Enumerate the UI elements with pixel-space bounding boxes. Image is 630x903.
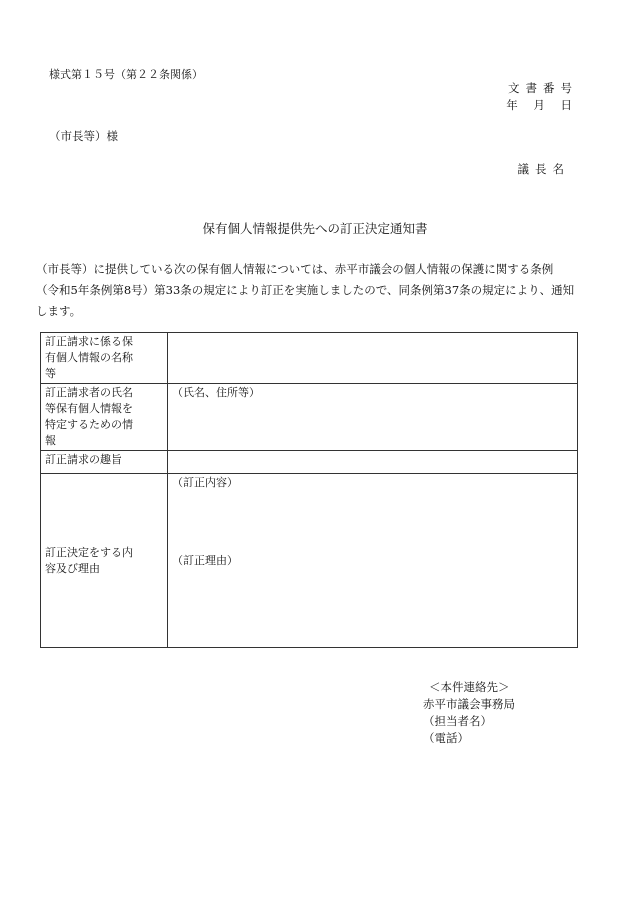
form-number: 様式第１５号（第２２条関係） [49,68,203,81]
decision-cell [168,474,578,648]
info-name-cell [168,333,578,384]
label-line: 等 [45,367,56,380]
info-table [40,332,578,648]
label-line: 訂正請求の趣旨 [45,453,122,466]
label-line: 訂正請求に係る保 [45,335,133,348]
label-line: 有個人情報の名称 [45,351,133,364]
requester-info-cell: （氏名、住所等） [168,384,578,451]
table-row [41,474,578,648]
body-line: します。 [36,304,82,318]
table-row [41,384,578,451]
request-purpose-cell [168,451,578,474]
table-row [41,333,578,384]
row-label [41,333,168,384]
contact-block [423,679,515,747]
label-line: 訂正請求者の氏名 [45,386,133,399]
correction-reason-label: （訂正理由） [172,554,238,567]
contact-phone: （電話） [423,731,469,745]
chairperson-name: 議長名 [517,162,570,176]
document-meta [506,80,578,114]
row-label [41,474,168,648]
correction-content-label: （訂正内容） [172,476,238,489]
body-paragraph [36,259,586,322]
label-line: 特定するための情 [45,418,133,431]
body-line: （市長等）に提供している次の保有個人情報については、赤平市議会の個人情報の保護に関する条例 [36,262,554,276]
contact-person: （担当者名） [423,714,492,728]
table-row [41,451,578,474]
label-line: 等保有個人情報を [45,402,133,415]
row-label [41,451,168,474]
document-number-label: 文書番号 [508,81,578,95]
date-label: 年 月 日 [506,98,578,112]
contact-heading: ＜本件連絡先＞ [429,680,510,694]
contact-office: 赤平市議会事務局 [423,697,515,711]
row-label [41,384,168,451]
label-line: 容及び理由 [45,561,100,575]
document-title: 保有個人情報提供先への訂正決定通知書 [202,221,428,236]
label-line: 訂正決定をする内 [45,545,133,559]
body-line: （令和5年条例第8号）第33条の規定により訂正を実施しましたので、同条例第37条の規定により、通知 [36,283,575,297]
label-line: 報 [45,434,56,447]
addressee: （市長等）様 [49,129,118,143]
